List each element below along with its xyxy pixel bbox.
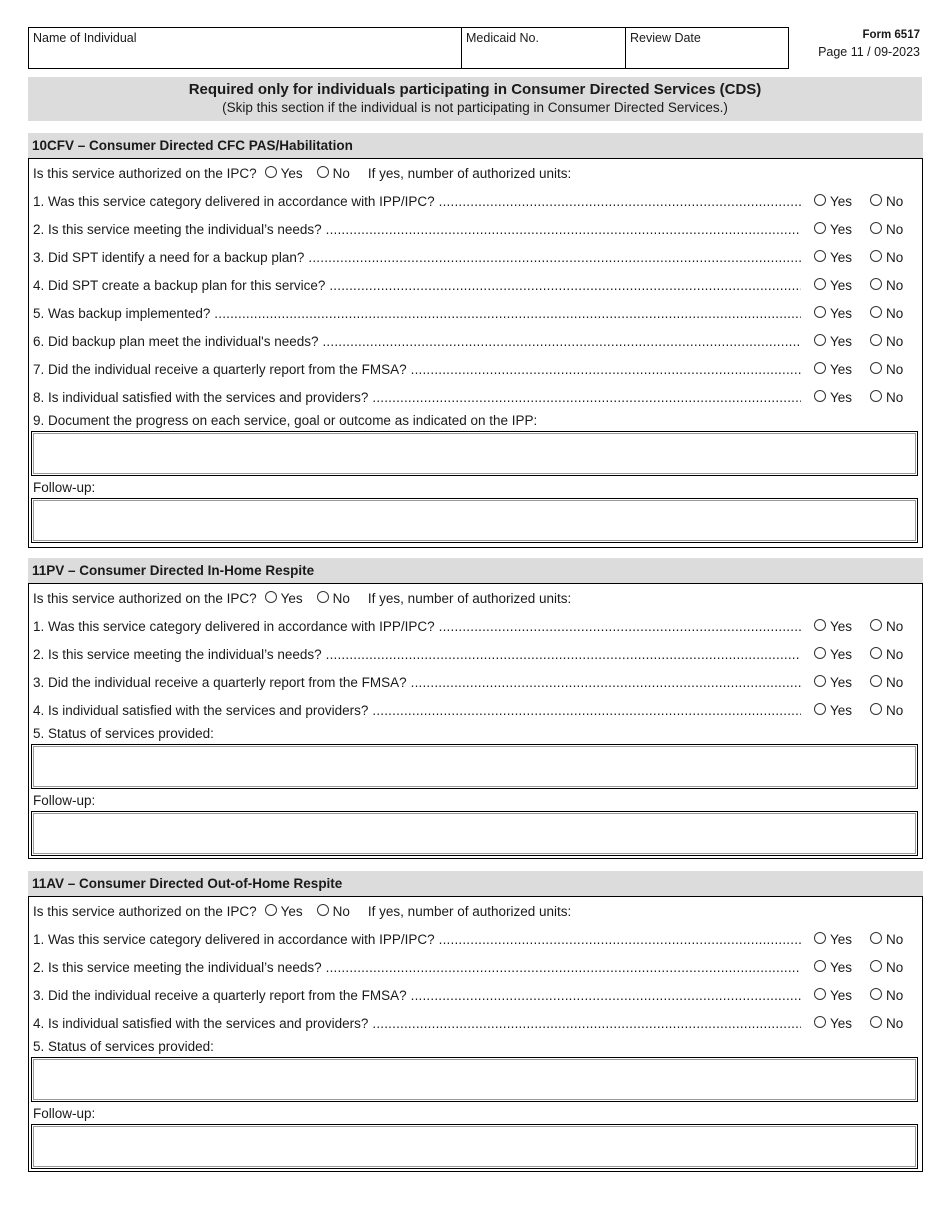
section-body [28, 158, 923, 548]
cds-banner-subtitle: (Skip this section if the individual is not participating in Consumer Directed Services.) [222, 100, 728, 115]
yes-no-options [814, 668, 903, 696]
radio-icon[interactable] [814, 306, 826, 318]
radio-icon[interactable] [814, 194, 826, 206]
medicaid-number-label: Medicaid No. [466, 31, 539, 45]
header-fields [28, 27, 789, 69]
yes-no-options [814, 981, 903, 1009]
question-text: 3. Did the individual receive a quarterly report from the FMSA? ..... [33, 988, 801, 1003]
question-row [29, 355, 922, 383]
question-row [29, 925, 922, 953]
no-option[interactable]: No [870, 932, 903, 947]
question-text: 6. Did backup plan meet the individual's needs? ..... [33, 334, 801, 349]
auth-units-label: If yes, number of authorized units: [367, 165, 572, 181]
yes-option[interactable]: Yes [814, 306, 870, 321]
no-option[interactable]: No [870, 647, 903, 662]
yes-option[interactable]: Yes [814, 932, 870, 947]
auth-no-option[interactable]: No [317, 591, 350, 606]
question-row [29, 187, 922, 215]
radio-icon[interactable] [870, 647, 882, 659]
auth-units-label: If yes, number of authorized units: [367, 903, 572, 919]
no-option[interactable]: No [870, 306, 903, 321]
section-title: 11PV – Consumer Directed In-Home Respite [28, 558, 923, 583]
radio-icon[interactable] [317, 591, 329, 603]
progress-prompt: 9. Document the progress on each service, goal or outcome as indicated on the IPP: [33, 413, 538, 428]
no-option[interactable]: No [870, 675, 903, 690]
yes-option[interactable]: Yes [814, 222, 870, 237]
yes-option[interactable]: Yes [814, 1016, 870, 1031]
name-of-individual-label: Name of Individual [33, 31, 137, 45]
yes-no-options [814, 215, 903, 243]
auth-yes-option[interactable]: Yes [265, 591, 303, 606]
no-option[interactable]: No [870, 194, 903, 209]
status-textbox[interactable] [31, 1057, 918, 1102]
yes-no-options [814, 243, 903, 271]
status-textbox[interactable] [31, 744, 918, 789]
yes-no-options [814, 640, 903, 668]
radio-icon[interactable] [265, 166, 277, 178]
auth-yes-option[interactable]: Yes [265, 166, 303, 181]
radio-icon[interactable] [814, 675, 826, 687]
yes-no-options [814, 612, 903, 640]
follow-up-textbox[interactable] [31, 1124, 918, 1169]
medicaid-number-field[interactable] [462, 28, 626, 68]
yes-option[interactable]: Yes [814, 703, 870, 718]
question-text: 7. Did the individual receive a quarterly report from the FMSA? ..... [33, 362, 801, 377]
radio-icon[interactable] [814, 1016, 826, 1028]
auth-row [29, 897, 922, 925]
cds-banner [28, 77, 922, 121]
question-row [29, 981, 922, 1009]
question-text: 3. Did the individual receive a quarterly report from the FMSA? ..... [33, 675, 801, 690]
yes-option[interactable]: Yes [814, 647, 870, 662]
auth-question: Is this service authorized on the IPC? [33, 165, 257, 181]
auth-no-option[interactable]: No [317, 166, 350, 181]
yes-no-options [814, 925, 903, 953]
no-option[interactable]: No [870, 1016, 903, 1031]
question-row [29, 243, 922, 271]
review-date-label: Review Date [630, 31, 701, 45]
auth-row [29, 159, 922, 187]
section-11av [28, 871, 923, 1172]
cds-banner-title: Required only for individuals participating in Consumer Directed Services (CDS) [188, 81, 762, 98]
radio-icon[interactable] [814, 647, 826, 659]
question-text: 5. Was backup implemented? ..... [33, 306, 801, 321]
yes-no-options [814, 696, 903, 724]
radio-icon[interactable] [814, 250, 826, 262]
radio-icon[interactable] [870, 675, 882, 687]
radio-icon[interactable] [814, 703, 826, 715]
follow-up-textbox[interactable] [31, 498, 918, 543]
form-info [818, 27, 920, 61]
radio-icon[interactable] [870, 932, 882, 944]
yes-option[interactable]: Yes [814, 362, 870, 377]
auth-row [29, 584, 922, 612]
section-10cfv [28, 133, 923, 548]
radio-icon[interactable] [814, 278, 826, 290]
yes-option[interactable]: Yes [814, 988, 870, 1003]
question-row [29, 1009, 922, 1037]
question-row [29, 953, 922, 981]
yes-no-options [814, 1009, 903, 1037]
radio-icon[interactable] [870, 278, 882, 290]
yes-option[interactable]: Yes [814, 390, 870, 405]
question-text: 1. Was this service category delivered in accordance with IPP/IPC? ..... [33, 932, 801, 947]
yes-no-options [814, 187, 903, 215]
yes-no-options [814, 355, 903, 383]
no-option[interactable]: No [870, 334, 903, 349]
question-row [29, 383, 922, 411]
follow-up-label: Follow-up: [33, 793, 96, 808]
radio-icon[interactable] [870, 306, 882, 318]
question-row [29, 612, 922, 640]
yes-option[interactable]: Yes [814, 194, 870, 209]
follow-up-label: Follow-up: [33, 1106, 96, 1121]
yes-no-options [814, 383, 903, 411]
yes-no-options [814, 327, 903, 355]
question-text: 8. Is individual satisfied with the services and providers? ..... [33, 390, 801, 405]
yes-option[interactable]: Yes [814, 619, 870, 634]
question-text: 2. Is this service meeting the individual’s needs? ..... [33, 222, 801, 237]
question-text: 4. Is individual satisfied with the services and providers? ..... [33, 703, 801, 718]
radio-icon[interactable] [814, 932, 826, 944]
radio-icon[interactable] [814, 362, 826, 374]
question-row [29, 696, 922, 724]
yes-no-options [814, 271, 903, 299]
radio-icon[interactable] [870, 1016, 882, 1028]
name-of-individual-field[interactable] [29, 28, 462, 68]
yes-option[interactable]: Yes [814, 675, 870, 690]
radio-icon[interactable] [870, 194, 882, 206]
no-option[interactable]: No [870, 250, 903, 265]
auth-question: Is this service authorized on the IPC? [33, 590, 257, 606]
no-option[interactable]: No [870, 703, 903, 718]
yes-option[interactable]: Yes [814, 278, 870, 293]
auth-question: Is this service authorized on the IPC? [33, 903, 257, 919]
section-11pv [28, 558, 923, 859]
yes-no-options [814, 299, 903, 327]
question-row [29, 299, 922, 327]
radio-icon[interactable] [870, 222, 882, 234]
yes-option[interactable]: Yes [814, 334, 870, 349]
auth-units-label: If yes, number of authorized units: [367, 590, 572, 606]
radio-icon[interactable] [814, 222, 826, 234]
section-title: 11AV – Consumer Directed Out-of-Home Respite [28, 871, 923, 896]
radio-icon[interactable] [870, 703, 882, 715]
auth-yes-option[interactable]: Yes [265, 904, 303, 919]
no-option[interactable]: No [870, 362, 903, 377]
question-text: 2. Is this service meeting the individual’s needs? ..... [33, 960, 801, 975]
radio-icon[interactable] [265, 591, 277, 603]
radio-icon[interactable] [870, 988, 882, 1000]
radio-icon[interactable] [814, 960, 826, 972]
section-body [28, 896, 923, 1172]
radio-icon[interactable] [317, 166, 329, 178]
question-text: 2. Is this service meeting the individual’s needs? ..... [33, 647, 801, 662]
no-option[interactable]: No [870, 390, 903, 405]
radio-icon[interactable] [814, 619, 826, 631]
no-option[interactable]: No [870, 960, 903, 975]
radio-icon[interactable] [814, 988, 826, 1000]
yes-option[interactable]: Yes [814, 960, 870, 975]
no-option[interactable]: No [870, 222, 903, 237]
section-title: 10CFV – Consumer Directed CFC PAS/Habilitation [28, 133, 923, 158]
form-number: Form 6517 [862, 29, 920, 41]
no-option[interactable]: No [870, 278, 903, 293]
section-body [28, 583, 923, 859]
status-prompt: 5. Status of services provided: [33, 1039, 214, 1054]
radio-icon[interactable] [814, 390, 826, 402]
question-row [29, 640, 922, 668]
question-text: 1. Was this service category delivered in accordance with IPP/IPC? ..... [33, 619, 801, 634]
question-text: 1. Was this service category delivered in accordance with IPP/IPC? ..... [33, 194, 801, 209]
no-option[interactable]: No [870, 988, 903, 1003]
question-row [29, 327, 922, 355]
question-text: 4. Did SPT create a backup plan for this service? ..... [33, 278, 801, 293]
question-row [29, 668, 922, 696]
yes-no-options [814, 953, 903, 981]
radio-icon[interactable] [870, 334, 882, 346]
auth-no-option[interactable]: No [317, 904, 350, 919]
radio-icon[interactable] [265, 904, 277, 916]
question-text: 3. Did SPT identify a need for a backup plan? ..... [33, 250, 801, 265]
progress-textbox[interactable] [31, 431, 918, 476]
radio-icon[interactable] [870, 960, 882, 972]
follow-up-label: Follow-up: [33, 480, 96, 495]
follow-up-textbox[interactable] [31, 811, 918, 856]
question-row [29, 271, 922, 299]
question-row [29, 215, 922, 243]
review-date-field[interactable] [626, 28, 788, 68]
page-info: Page 11 / 09-2023 [818, 45, 920, 59]
yes-option[interactable]: Yes [814, 250, 870, 265]
radio-icon[interactable] [870, 619, 882, 631]
radio-icon[interactable] [870, 362, 882, 374]
no-option[interactable]: No [870, 619, 903, 634]
status-prompt: 5. Status of services provided: [33, 726, 214, 741]
radio-icon[interactable] [870, 390, 882, 402]
radio-icon[interactable] [814, 334, 826, 346]
question-text: 4. Is individual satisfied with the services and providers? ..... [33, 1016, 801, 1031]
radio-icon[interactable] [317, 904, 329, 916]
radio-icon[interactable] [870, 250, 882, 262]
